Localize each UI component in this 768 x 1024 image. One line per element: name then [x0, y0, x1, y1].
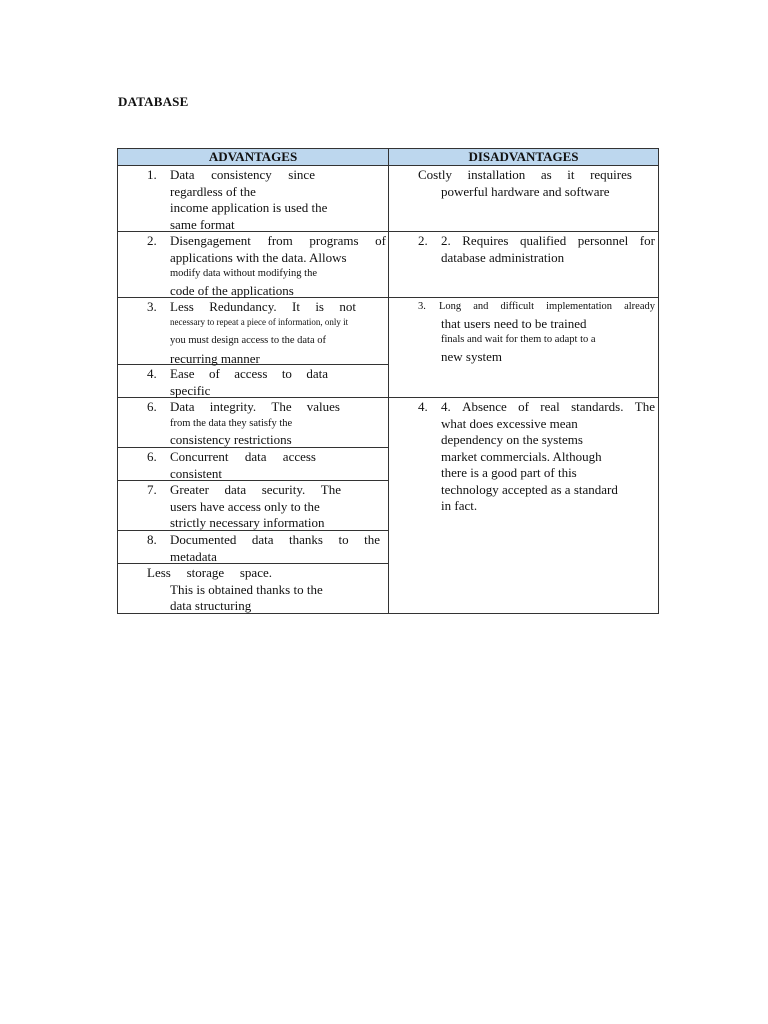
row-divider: [118, 480, 388, 481]
word: data: [306, 366, 328, 381]
item-text-line: technology accepted as a standard: [441, 481, 618, 497]
item-text-line: dependency on the systems: [441, 432, 583, 447]
word: Data: [170, 167, 195, 182]
word: The: [320, 482, 341, 497]
row-divider: [389, 297, 658, 298]
word: to: [281, 366, 292, 381]
item-text-line: that users need to be trained: [441, 315, 587, 331]
row-divider: [118, 397, 388, 398]
word: of: [375, 233, 386, 248]
item-text-line: [418, 167, 632, 184]
column-divider: [388, 149, 389, 613]
word: is: [315, 299, 324, 314]
word: it: [567, 167, 575, 182]
row-divider: [118, 563, 388, 564]
disadvantages-header: DISADVANTAGES: [389, 149, 658, 166]
item-text-line: applications with the data. Allows: [170, 249, 347, 265]
item-text-line: [441, 399, 655, 416]
word: 2.: [441, 233, 451, 248]
item-text-line: income application is used the: [170, 200, 328, 215]
word: integrity.: [209, 399, 257, 414]
word: Requires: [462, 233, 509, 248]
word: thanks: [289, 532, 323, 547]
item-text-line: recurring manner: [170, 351, 260, 366]
word: The: [271, 399, 292, 414]
item-number: 3.: [418, 301, 426, 312]
word: space.: [239, 565, 272, 580]
item-number: 4.: [147, 366, 157, 381]
item-text-line: new system: [441, 348, 503, 364]
item-number: 7.: [147, 482, 157, 497]
item-text-line: [170, 482, 341, 499]
word: installation: [467, 167, 526, 182]
word: consistency: [211, 167, 272, 182]
item-text-line: there is a good part of this: [441, 465, 577, 480]
word: Long: [439, 301, 462, 312]
item-text-line: what does excessive mean: [441, 415, 578, 431]
word: security.: [261, 482, 306, 497]
item-text-line: database administration: [441, 249, 565, 265]
word: since: [288, 167, 315, 182]
row-divider: [389, 231, 658, 232]
item-text-line: [170, 167, 315, 184]
item-text-line: [439, 299, 655, 316]
word: implementation: [546, 301, 613, 312]
item-text-line: [170, 449, 316, 466]
item-text-line: finals and wait for them to adapt to a: [441, 334, 596, 345]
word: the: [364, 532, 380, 547]
word: Less: [147, 565, 171, 580]
item-number: 1.: [147, 167, 157, 182]
item-text-line: market commercials. Although: [441, 448, 602, 464]
word: Concurrent: [170, 449, 229, 464]
word: already: [624, 301, 655, 312]
word: of: [208, 366, 220, 381]
item-text-line: consistency restrictions: [170, 432, 292, 447]
word: data: [251, 532, 274, 547]
item-text-line: code of the applications: [170, 282, 294, 298]
word: Costly: [418, 167, 452, 182]
item-text-line: [170, 233, 386, 250]
word: Data: [170, 399, 195, 414]
word: data: [224, 482, 247, 497]
item-text-line: strictly necessary information: [170, 515, 325, 530]
word: Absence: [462, 399, 507, 414]
item-number: 6.: [147, 449, 157, 464]
word: values: [306, 399, 340, 414]
word: qualified: [520, 233, 567, 248]
page-title: DATABASE: [118, 94, 189, 109]
word: Greater: [170, 482, 209, 497]
item-number: 4.: [418, 399, 428, 414]
item-number: 3.: [147, 299, 157, 314]
word: 4.: [441, 399, 451, 414]
word: access: [234, 366, 268, 381]
item-text-line: from the data they satisfy the: [170, 417, 293, 429]
item-text-line: modify data without modifying the: [170, 268, 317, 279]
word: requires: [590, 167, 632, 182]
item-number: 2.: [147, 233, 157, 248]
word: Less: [170, 299, 194, 314]
word: Ease: [170, 366, 195, 381]
word: as: [540, 167, 552, 182]
item-text-line: [170, 532, 380, 549]
item-text-line: specific: [170, 382, 211, 398]
item-text-line: [170, 399, 340, 416]
item-text-line: regardless of the: [170, 183, 256, 199]
item-text-line: This is obtained thanks to the: [170, 581, 323, 597]
word: of: [518, 399, 529, 414]
item-text-line: metadata: [170, 548, 217, 564]
item-text-line: same format: [170, 216, 235, 232]
item-text-line: [147, 565, 272, 582]
word: not: [339, 299, 356, 314]
row-divider: [389, 397, 658, 398]
item-text-line: in fact.: [441, 498, 478, 513]
item-text-line: consistent: [170, 465, 222, 481]
word: storage: [186, 565, 225, 580]
word: It: [291, 299, 300, 314]
item-text-line: you must design access to the data of: [170, 335, 327, 346]
word: difficult: [500, 301, 535, 312]
word: Redundancy.: [209, 299, 277, 314]
item-text-line: necessary to repeat a piece of information, only it: [170, 317, 349, 327]
word: standards.: [571, 399, 624, 414]
item-text-line: powerful hardware and software: [441, 183, 610, 199]
item-text-line: users have access only to the: [170, 498, 320, 514]
word: access: [282, 449, 316, 464]
item-number: 2.: [418, 233, 428, 248]
item-text-line: [170, 366, 328, 383]
word: personnel: [577, 233, 629, 248]
item-number: 8.: [147, 532, 157, 547]
item-text-line: [441, 233, 655, 250]
item-number: 6.: [147, 399, 157, 414]
advantages-header: ADVANTAGES: [118, 149, 389, 166]
word: from: [267, 233, 293, 248]
word: The: [634, 399, 655, 414]
word: data: [244, 449, 267, 464]
word: programs: [309, 233, 359, 248]
word: for: [639, 233, 655, 248]
comparison-table: [117, 148, 659, 614]
word: Disengagement: [170, 233, 251, 248]
item-text-line: [170, 299, 356, 316]
word: real: [540, 399, 560, 414]
word: and: [473, 301, 489, 312]
word: Documented: [170, 532, 237, 547]
item-text-line: data structuring: [170, 598, 252, 613]
word: to: [338, 532, 349, 547]
